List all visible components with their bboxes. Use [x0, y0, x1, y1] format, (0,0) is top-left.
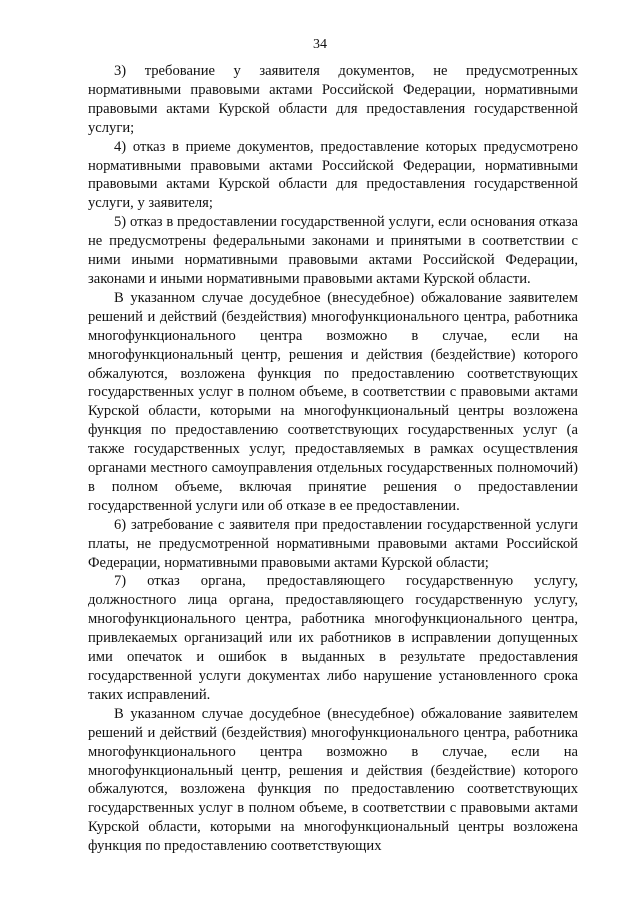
- paragraph-item-6: 6) затребование с заявителя при предоставлении государственной услуги платы, не предусмотренной нормативными правовыми актами Российской Федерации, нормативными правовыми актами Курской области;: [88, 516, 578, 571]
- paragraph-item-5: 5) отказ в предоставлении государственной услуги, если основания отказа не предусмотрены федеральными законами и принятыми в соответствии с ними иными нормативными правовыми актами Российской Федерации, законами и иными нормативными правовыми актами Курской области.: [88, 214, 578, 287]
- page-number: 34: [313, 37, 327, 52]
- paragraph-item-7: 7) отказ органа, предоставляющего государственную услугу, должностного лица органа, предоставляющего государственную услугу, многофункционального центра, работника многофункционального центра, привлекаемых организаций или их работников в исправлении допущенных ими опечаток и ошибок в выданных в результате предоставления государственной услуги документах либо нарушение установленного срока таких исправлений.: [88, 573, 578, 703]
- paragraph-mfc-appeal-note-continued: В указанном случае досудебное (внесудебное) обжалование заявителем решений и действий (бездействия) многофункционального центра, работника многофункционального центра возможно в случае, если на многофункциональный центр, решения и действия (бездействие) которого обжалуются, возложена функция по предоставлению соответствующих государственных услуг в полном объеме, в соответствии с правовыми актами Курской области, которыми на многофункциональный центры возложена функция по предоставлению соответствующих: [88, 705, 578, 855]
- paragraph-item-3: 3) требование у заявителя документов, не предусмотренных нормативными правовыми актами Российской Федерации, нормативными правовыми актами Курской области для предоставления государственной услуги;: [88, 63, 578, 136]
- paragraph-mfc-appeal-note: В указанном случае досудебное (внесудебное) обжалование заявителем решений и действий (бездействия) многофункционального центра, работника многофункционального центра возможно в случае, если на многофункциональный центр, решения и действия (бездействие) которого обжалуются, возложена функция по предоставлению соответствующих государственных услуг в полном объеме, в соответствии с правовыми актами Курской области, которыми на многофункциональный центры возложена функция по предоставлению соответствующих государственных услуг (а также государственных услуг, предоставляемых в рамках осуществления органами местного самоуправления отдельных государственных полномочий) в полном объеме, включая принятие решения о предоставлении государственной услуги или об отказе в ее предоставлении.: [88, 289, 578, 514]
- paragraph-item-4: 4) отказ в приеме документов, предоставление которых предусмотрено нормативными правовыми актами Российской Федерации, нормативными правовыми актами Курской области для предоставления государственной услуги, у заявителя;: [88, 138, 578, 212]
- document-body: [88, 62, 578, 856]
